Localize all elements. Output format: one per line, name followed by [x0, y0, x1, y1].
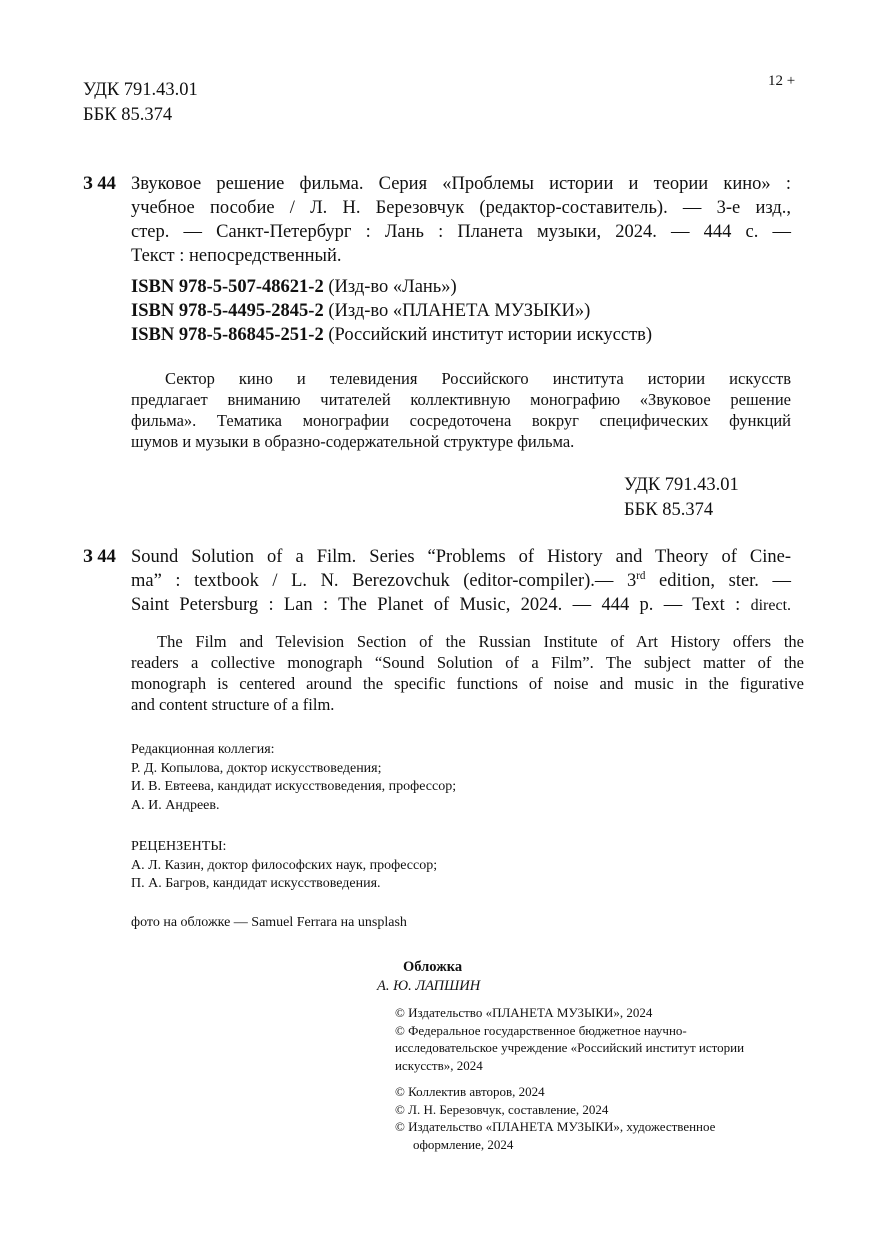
ru-annotation-line: предлагает вниманию читателей коллективную монографию «Звуковое решение [131, 390, 791, 409]
copyright-line: © Л. Н. Березовчук, составление, 2024 [395, 1101, 609, 1117]
isbn-number: ISBN 978-5-4495-2845-2 [131, 301, 324, 321]
bbk-code: ББК 85.374 [624, 500, 714, 520]
en-record-line [131, 569, 791, 593]
copyright-line: © Федеральное государственное бюджетное научно- [395, 1022, 687, 1038]
en-author-sign: З 44 [83, 547, 116, 567]
en-record-text: Saint Petersburg : Lan : The Planet of Music, 2024. — 444 p. — Text : [131, 595, 741, 615]
ru-author-sign: З 44 [83, 174, 116, 194]
en-record-text: ma” : textbook / L. N. Berezovchuk (editor-compiler).— 3 [131, 571, 637, 591]
copyright-block [395, 1004, 744, 1074]
ru-annotation-line: шумов и музыки в образно-содержательной структуре фильма. [131, 432, 575, 451]
reviewer: А. Л. Казин, доктор философских наук, профессор; [131, 857, 438, 873]
copyright-line: оформление, 2024 [413, 1136, 514, 1152]
reviewer: П. А. Багров, кандидат искусствоведения. [131, 876, 381, 891]
ru-annotation-line: Сектор кино и телевидения Российского института истории искусств [165, 369, 791, 388]
en-annotation-line: and content structure of a film. [131, 695, 335, 714]
isbn-publisher: (Изд-во «ПЛАНЕТА МУЗЫКИ») [328, 301, 591, 321]
copyright-block [395, 1083, 715, 1153]
right-classification-codes [624, 473, 739, 523]
udk-code: УДК 791.43.01 [624, 475, 739, 495]
bbk-code: ББК 85.374 [83, 105, 173, 125]
isbn-publisher: (Российский институт истории искусств) [328, 325, 653, 345]
isbn-number: ISBN 978-5-86845-251-2 [131, 325, 324, 345]
isbn-row [131, 299, 652, 323]
en-record-small: direct. [750, 597, 792, 614]
isbn-row [131, 323, 652, 347]
cover-label: Обложка [403, 959, 463, 975]
en-record-text: edition, ster. — [645, 571, 791, 591]
age-rating: 12 + [768, 73, 796, 89]
copyright-line: исследовательское учреждение «Российский институт истории [395, 1040, 745, 1055]
classification-codes [83, 78, 198, 128]
ru-annotation [131, 368, 791, 452]
ru-record-line: Текст : непосредственный. [131, 246, 342, 266]
copyright-line: © Издательство «ПЛАНЕТА МУЗЫКИ», художественное [395, 1119, 716, 1134]
copyright-line: © Издательство «ПЛАНЕТА МУЗЫКИ», 2024 [395, 1005, 653, 1020]
reviewers [131, 838, 437, 894]
editorial-heading: Редакционная коллегия: [131, 742, 275, 757]
cover-artist: А. Ю. ЛАПШИН [377, 978, 481, 994]
editorial-member: И. В. Евтеева, кандидат искусствоведения, профессор; [131, 779, 457, 794]
editorial-member: Р. Д. Копылова, доктор искусствоведения; [131, 760, 382, 776]
en-annotation [131, 631, 804, 715]
en-record-line [131, 593, 791, 618]
ru-bibliographic-record [131, 172, 791, 268]
en-annotation-line: monograph is centered around the specific functions of noise and music in the figurative [131, 674, 804, 693]
en-record-line: Sound Solution of a Film. Series “Problems of History and Theory of Cine- [131, 547, 791, 567]
isbn-publisher: (Изд-во «Лань») [328, 277, 457, 297]
copyright-line: искусств», 2024 [395, 1057, 483, 1073]
editorial-board [131, 741, 456, 815]
en-bibliographic-record [131, 545, 791, 618]
reviewers-heading: РЕЦЕНЗЕНТЫ: [131, 839, 227, 854]
udk-code: УДК 791.43.01 [83, 80, 198, 100]
en-record-superscript: rd [636, 569, 646, 582]
ru-record-line: стер. — Санкт-Петербург : Лань : Планета музыки, 2024. — 444 с. — [131, 222, 791, 242]
ru-annotation-line: фильма». Тематика монографии сосредоточена вокруг специфических функций [131, 411, 791, 430]
photo-credit: фото на обложке — Samuel Ferrara на unsplash [131, 915, 407, 930]
copyright-line: © Коллектив авторов, 2024 [395, 1084, 545, 1099]
editorial-member: А. И. Андреев. [131, 797, 220, 813]
ru-record-line: Звуковое решение фильма. Серия «Проблемы истории и теории кино» : [131, 174, 791, 194]
ru-record-line: учебное пособие / Л. Н. Березовчук (редактор-составитель). — 3-е изд., [131, 198, 791, 218]
isbn-row [131, 275, 652, 299]
isbn-list [131, 275, 652, 347]
en-annotation-line: The Film and Television Section of the Russian Institute of Art History offers the [157, 632, 804, 651]
isbn-number: ISBN 978-5-507-48621-2 [131, 277, 324, 297]
en-annotation-line: readers a collective monograph “Sound Solution of a Film”. The subject matter of the [131, 653, 804, 672]
